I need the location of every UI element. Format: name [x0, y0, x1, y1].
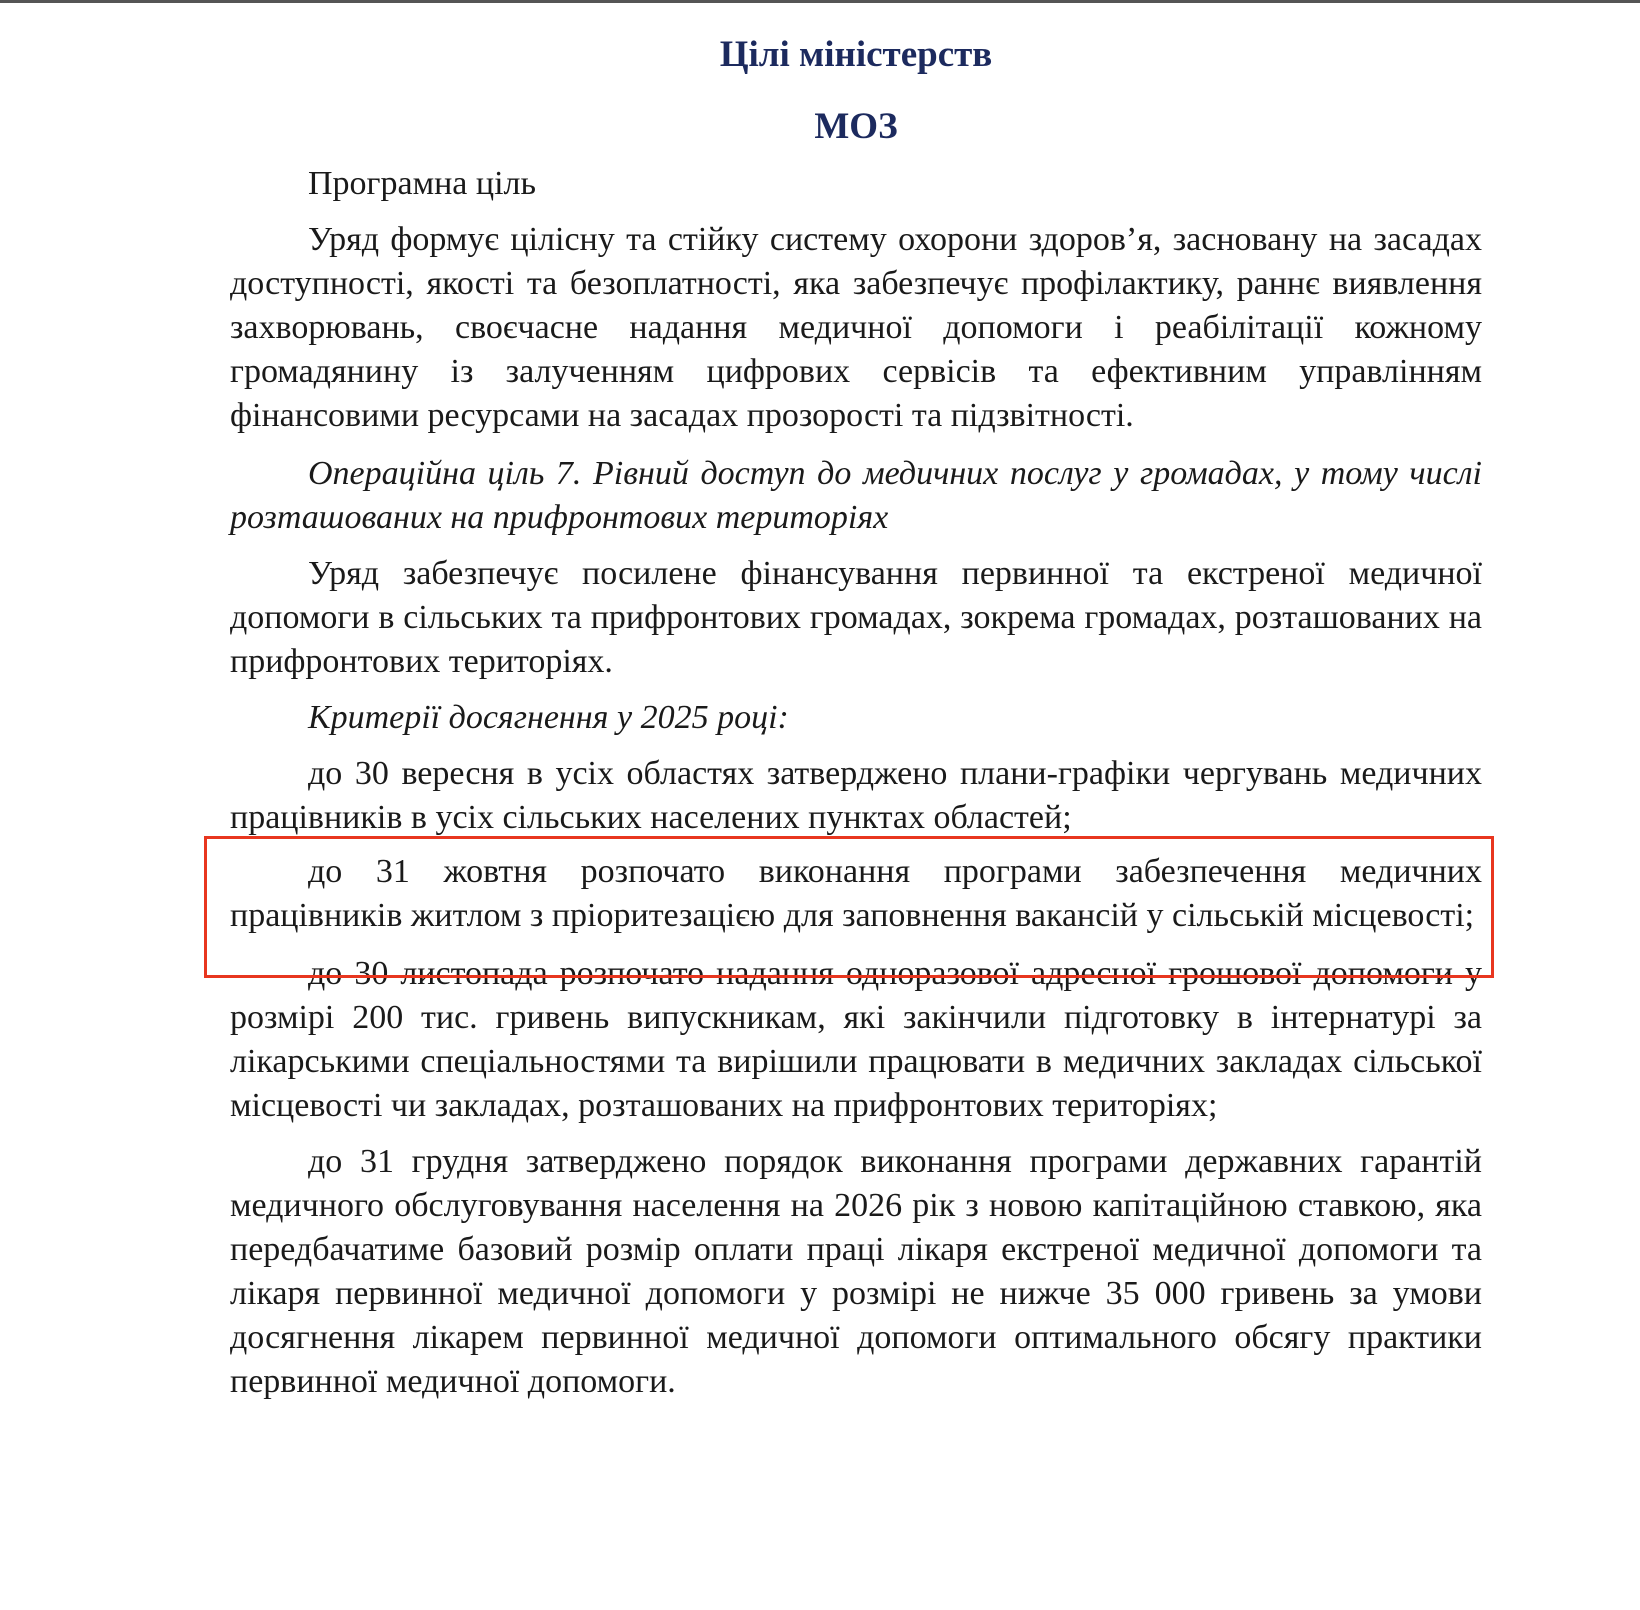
criterion-item: до 31 жовтня розпочато виконання програми забезпечення медичних працівників житлом з пріоритезацією для заповнення вакансій у сільській місцевості; [230, 853, 1482, 934]
criteria-label: Критерії досягнення у 2025 році: [308, 699, 789, 736]
criterion-item: до 30 листопада розпочато надання одноразової адресної грошової допомоги у розмірі 200 тис. гривень випускникам, які закінчили підготовку в інтернатурі за лікарськими спеціальностями та вирішили працювати в медичних закладах сільської місцевості чи закладах, розташованих на прифронтових територіях; [230, 955, 1482, 1124]
program-goal-text: Уряд формує цілісну та стійку систему охорони здоров’я, засновану на засадах доступності, якості та безоплатності, яка забезпечує профілактику, раннє виявлення захворювань, своєчасне надання медичної допомоги і реабілітації кожному громадянину із залученням цифрових сервісів та ефективним управлінням фінансовими ресурсами на засадах прозорості та підзвітності. [230, 221, 1482, 434]
top-border [0, 0, 1640, 3]
document-page [230, 28, 1482, 1404]
ministry-heading: МОЗ [814, 106, 898, 147]
criterion-item: до 30 вересня в усіх областях затверджено плани-графіки чергувань медичних працівників в усіх сільських населених пунктах областей; [230, 755, 1482, 836]
document-title: Цілі міністерств [719, 34, 993, 75]
highlighted-criterion [230, 850, 1482, 938]
operational-goal-heading: Операційна ціль 7. Рівний доступ до медичних послуг у громадах, у тому числі розташованих на прифронтових територіях [230, 455, 1482, 536]
operational-goal-text: Уряд забезпечує посилене фінансування первинної та екстреної медичної допомоги в сільських та прифронтових громадах, зокрема громадах, розташованих на прифронтових територіях. [230, 555, 1482, 680]
criterion-item: до 31 грудня затверджено порядок виконання програми державних гарантій медичного обслуговування населення на 2026 рік з новою капітаційною ставкою, яка передбачатиме базовий розмір оплати праці лікаря екстреної медичної допомоги та лікаря первинної медичної допомоги у розмірі не нижче 35 000 гривень за умови досягнення лікарем первинної медичної допомоги оптимального обсягу практики первинної медичної допомоги. [230, 1143, 1482, 1400]
red-highlight-box [204, 836, 1494, 978]
program-goal-label: Програмна ціль [308, 165, 537, 202]
